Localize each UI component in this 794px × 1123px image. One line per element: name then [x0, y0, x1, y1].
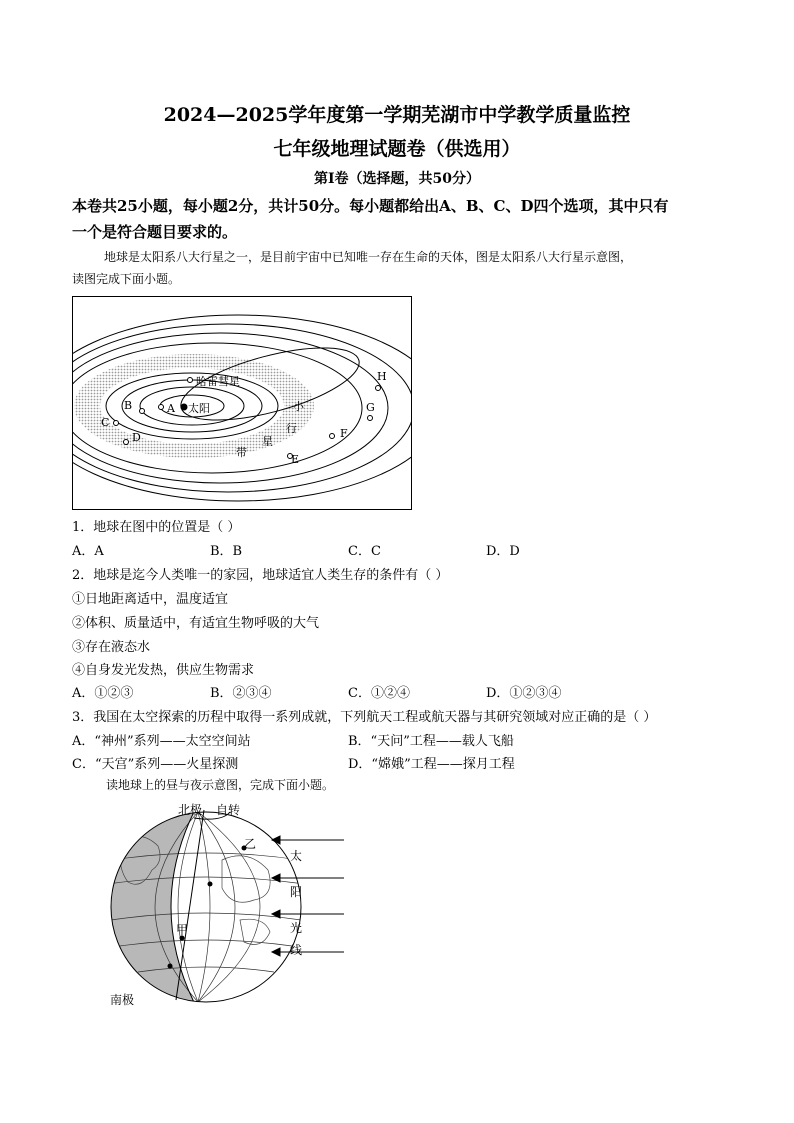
instructions [72, 193, 732, 245]
asteroid-belt-label: 行 [286, 422, 297, 435]
halley-comet-label: 哈雷彗星 [196, 375, 240, 388]
planet-b-label: B [124, 399, 133, 412]
sunlight-label: 光 [290, 921, 303, 935]
q1-option-d[interactable]: D．D [486, 544, 520, 559]
planet-e-label: E [291, 453, 300, 466]
rotation-label: 自转 [216, 803, 241, 817]
planet-f-label: F [340, 427, 348, 440]
planet-a-label: A [167, 402, 175, 415]
section-heading: 第Ⅰ卷（选择题，共50分） [313, 171, 481, 187]
asteroid-belt-label: 小 [293, 400, 304, 413]
sunlight-label: 阳 [290, 885, 303, 899]
planet-c-label: C [101, 416, 110, 429]
solar-system-diagram [72, 296, 412, 510]
question-3: 3．我国在太空探索的历程中取得一系列成就，下列航天工程或航天器与其研究领域对应正确的是（ ） [72, 710, 657, 725]
q2-statement: ②体积、质量适中，有适宜生物呼吸的大气 [72, 616, 320, 631]
instructions-line: 一个是符合题目要求的。 [72, 223, 238, 241]
point-marker [168, 964, 173, 969]
q2-option-a[interactable]: A．①②③ [72, 686, 134, 701]
day-night-diagram [72, 800, 372, 1010]
planet-h-label: H [377, 370, 387, 383]
q2-option-c[interactable]: C．①②④ [348, 686, 410, 701]
point-jia-label: 甲 [176, 923, 189, 937]
sunlight-label: 线 [290, 943, 303, 957]
south-pole-label: 南极 [110, 993, 135, 1007]
question-1: 1．地球在图中的位置是（ ） [72, 520, 241, 535]
exam-title: 2024—2025学年度第一学期芜湖市中学教学质量监控 [163, 104, 631, 126]
passage-solar-system [72, 246, 732, 290]
planet-g-label: G [366, 401, 375, 414]
point-yi-label: 乙 [244, 837, 257, 851]
passage-line: 读图完成下面小题。 [72, 272, 181, 286]
q3-option-b[interactable]: B．“天问”工程——载人飞船 [348, 734, 514, 749]
q1-option-a[interactable]: A．A [72, 544, 104, 559]
q3-option-a[interactable]: A．“神州”系列——太空空间站 [72, 734, 251, 749]
q3-option-c[interactable]: C．“天宫”系列——火星探测 [72, 757, 239, 772]
question-2: 2．地球是迄今人类唯一的家园，地球适宜人类生存的条件有（ ） [72, 568, 449, 583]
q2-option-d[interactable]: D．①②③④ [486, 686, 562, 701]
point-marker [208, 882, 213, 887]
q2-statement: ④自身发光发热，供应生物需求 [72, 663, 255, 678]
q3-option-d[interactable]: D．“嫦娥”工程——探月工程 [348, 757, 515, 772]
q2-statement: ①日地距离适中，温度适宜 [72, 592, 229, 607]
north-pole-label: 北极 [178, 803, 203, 817]
asteroid-belt-label: 带 [236, 446, 247, 459]
passage-day-night: 读地球上的昼与夜示意图，完成下面小题。 [106, 778, 335, 792]
q2-statement: ③存在液态水 [72, 640, 151, 655]
exam-subtitle: 七年级地理试题卷（供选用） [273, 138, 521, 160]
asteroid-belt-label: 星 [262, 435, 273, 448]
q1-option-c[interactable]: C．C [348, 544, 381, 559]
sun-label: 太阳 [188, 402, 210, 415]
night-hemisphere [72, 800, 372, 1010]
sunlight-label: 太 [290, 849, 303, 863]
q2-option-b[interactable]: B．②③④ [210, 686, 272, 701]
q1-option-b[interactable]: B．B [210, 544, 243, 559]
sun-marker [181, 404, 188, 411]
planet-d-label: D [132, 431, 141, 444]
passage-line: 地球是太阳系八大行星之一，是目前宇宙中已知唯一存在生命的天体，图是太阳系八大行星示意图， [104, 250, 633, 264]
instructions-line: 本卷共25小题，每小题2分，共计50分。每小题都给出A、B、C、D四个选项，其中只有 [72, 197, 669, 215]
